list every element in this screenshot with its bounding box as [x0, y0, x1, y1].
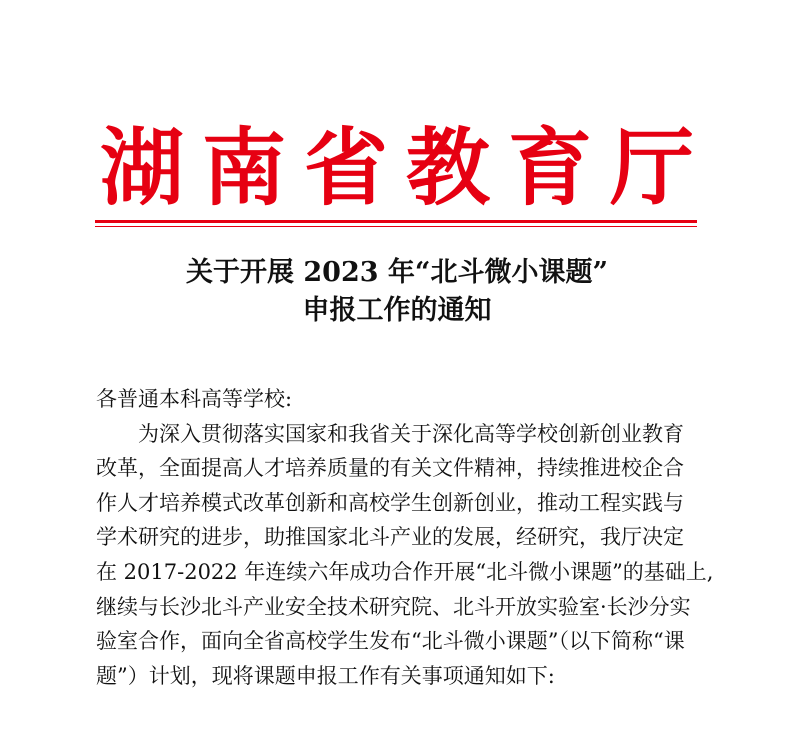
title-line-1: 关于开展 2023 年“北斗微小课题”: [185, 257, 608, 288]
document-title: [0, 254, 794, 330]
masthead: 湖南省教育厅: [99, 118, 712, 217]
masthead-rule-thick: [95, 220, 697, 223]
salutation: 各普通本科高等学校:: [96, 387, 293, 411]
body-line: 在 2017-2022 年连续六年成功合作开展“北斗微小课题”的基础上,: [96, 559, 714, 584]
title-line-2: 申报工作的通知: [302, 295, 492, 326]
masthead-rule-thin: [95, 226, 697, 227]
body-line: 验室合作，面向全省高校学生发布“北斗微小课题”（以下简称“课: [96, 629, 685, 654]
body-line: 为深入贯彻落实国家和我省关于深化高等学校创新创业教育: [138, 421, 684, 446]
body-line: 作人才培养模式改革创新和高校学生创新创业，推动工程实践与: [96, 490, 684, 515]
body-line: 题”）计划，现将课题申报工作有关事项通知如下:: [96, 663, 555, 688]
body-line: 改革，全面提高人才培养质量的有关文件精神，持续推进校企合: [96, 456, 684, 481]
body-line: 继续与长沙北斗产业安全技术研究院、北斗开放实验室·长沙分实: [96, 594, 691, 619]
document-body: [96, 382, 714, 693]
body-line: 学术研究的进步，助推国家北斗产业的发展，经研究，我厅决定: [96, 525, 684, 550]
